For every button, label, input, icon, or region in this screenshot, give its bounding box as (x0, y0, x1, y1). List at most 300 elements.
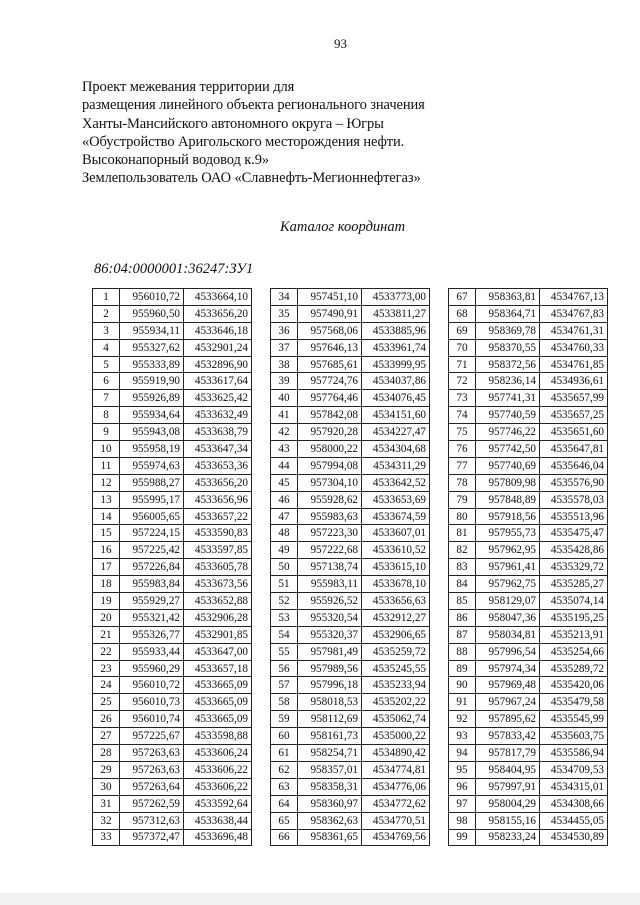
table-row (271, 474, 430, 491)
coordinate-y: 4535513,96 (540, 508, 608, 525)
coordinate-x: 958358,31 (298, 778, 362, 795)
coordinate-y: 4535245,55 (362, 660, 430, 677)
coordinate-x: 957967,24 (476, 694, 540, 711)
coordinate-y: 4533674,59 (362, 508, 430, 525)
coordinate-y: 4535285,27 (540, 576, 608, 593)
coordinate-y: 4533598,88 (184, 728, 252, 745)
point-number: 4 (93, 339, 120, 356)
catalog-title: Каталог координат (280, 219, 406, 235)
table-row (271, 593, 430, 610)
table-row (271, 356, 430, 373)
table-row (449, 812, 608, 829)
table-row (93, 643, 252, 660)
table-row (271, 694, 430, 711)
title-line: размещения линейного объекта регионального значения (82, 97, 425, 114)
table-row (271, 339, 430, 356)
coordinate-x: 956005,65 (120, 508, 184, 525)
coordinate-y: 4535233,94 (362, 677, 430, 694)
coordinate-x: 958254,71 (298, 745, 362, 762)
coordinate-x: 958004,29 (476, 795, 540, 812)
point-number: 37 (271, 339, 298, 356)
point-number: 72 (449, 373, 476, 390)
table-row (93, 407, 252, 424)
point-number: 74 (449, 407, 476, 424)
coordinate-y: 4535576,90 (540, 474, 608, 491)
table-row (93, 457, 252, 474)
table-row (93, 356, 252, 373)
point-number: 17 (93, 559, 120, 576)
point-number: 99 (449, 829, 476, 846)
coordinate-y: 4535475,47 (540, 525, 608, 542)
coordinate-y: 4535202,22 (362, 694, 430, 711)
coordinate-y: 4535586,94 (540, 745, 608, 762)
coordinate-y: 4533647,00 (184, 643, 252, 660)
coordinate-y: 4535420,06 (540, 677, 608, 694)
coordinate-y: 4535329,72 (540, 559, 608, 576)
point-number: 81 (449, 525, 476, 542)
table-row (93, 305, 252, 322)
coordinate-y: 4533665,09 (184, 677, 252, 694)
table-row (93, 677, 252, 694)
point-number: 51 (271, 576, 298, 593)
point-number: 29 (93, 761, 120, 778)
coordinate-y: 4533606,22 (184, 761, 252, 778)
coordinate-x: 955933,44 (120, 643, 184, 660)
coordinate-y: 4532896,90 (184, 356, 252, 373)
table-row (93, 795, 252, 812)
coordinate-y: 4534709,53 (540, 761, 608, 778)
table-row (271, 508, 430, 525)
coordinate-x: 957226,84 (120, 559, 184, 576)
point-number: 27 (93, 728, 120, 745)
table-row (449, 525, 608, 542)
table-row (93, 660, 252, 677)
table-row (449, 559, 608, 576)
coordinate-x: 955983,11 (298, 576, 362, 593)
point-number: 90 (449, 677, 476, 694)
coordinate-x: 955320,54 (298, 609, 362, 626)
table-row (271, 525, 430, 542)
coordinate-y: 4533605,78 (184, 559, 252, 576)
table-row (271, 322, 430, 339)
coordinate-y: 4533653,69 (362, 491, 430, 508)
coordinate-y: 4534772,62 (362, 795, 430, 812)
table-row (449, 424, 608, 441)
point-number: 1 (93, 289, 120, 306)
coordinate-x: 955926,52 (298, 593, 362, 610)
title-line: Проект межевания территории для (82, 79, 295, 95)
coordinate-y: 4533617,64 (184, 373, 252, 390)
table-row (449, 745, 608, 762)
table-row (93, 609, 252, 626)
coordinate-y: 4533606,24 (184, 745, 252, 762)
coordinates-table-1 (92, 288, 252, 846)
coordinate-y: 4533646,18 (184, 322, 252, 339)
table-row (93, 576, 252, 593)
table-row (449, 508, 608, 525)
coordinate-x: 955960,29 (120, 660, 184, 677)
table-row (271, 761, 430, 778)
table-row (449, 711, 608, 728)
point-number: 93 (449, 728, 476, 745)
coordinate-y: 4535000,22 (362, 728, 430, 745)
coordinate-x: 957304,10 (298, 474, 362, 491)
coordinate-y: 4534151,60 (362, 407, 430, 424)
coordinate-x: 958362,63 (298, 812, 362, 829)
coordinates-table-3 (448, 288, 608, 846)
coordinate-x: 958364,71 (476, 305, 540, 322)
coordinate-x: 958361,65 (298, 829, 362, 846)
coordinate-x: 957895,62 (476, 711, 540, 728)
coordinate-y: 4535578,03 (540, 491, 608, 508)
page-number: 93 (334, 36, 347, 51)
point-number: 97 (449, 795, 476, 812)
coordinate-y: 4534315,01 (540, 778, 608, 795)
table-row (93, 829, 252, 846)
coordinate-y: 4533615,10 (362, 559, 430, 576)
coordinate-y: 4534304,68 (362, 441, 430, 458)
coordinate-y: 4533642,52 (362, 474, 430, 491)
coordinate-y: 4532912,27 (362, 609, 430, 626)
coordinate-x: 957962,95 (476, 542, 540, 559)
coordinate-y: 4535479,58 (540, 694, 608, 711)
table-row (271, 677, 430, 694)
coordinate-y: 4533607,01 (362, 525, 430, 542)
table-row (271, 407, 430, 424)
coordinate-x: 957848,89 (476, 491, 540, 508)
point-number: 43 (271, 441, 298, 458)
coordinate-y: 4535603,75 (540, 728, 608, 745)
point-number: 5 (93, 356, 120, 373)
coordinate-y: 4534760,33 (540, 339, 608, 356)
point-number: 12 (93, 474, 120, 491)
coordinate-y: 4535657,25 (540, 407, 608, 424)
point-number: 47 (271, 508, 298, 525)
coordinate-x: 958018,53 (298, 694, 362, 711)
coordinate-x: 957817,79 (476, 745, 540, 762)
table-row (271, 441, 430, 458)
coordinate-x: 957741,31 (476, 390, 540, 407)
table-row (449, 441, 608, 458)
coordinate-y: 4533597,85 (184, 542, 252, 559)
point-number: 25 (93, 694, 120, 711)
coordinate-y: 4534769,56 (362, 829, 430, 846)
point-number: 7 (93, 390, 120, 407)
coordinate-x: 958000,22 (298, 441, 362, 458)
coordinate-y: 4534770,51 (362, 812, 430, 829)
coordinate-x: 955934,11 (120, 322, 184, 339)
table-row (449, 761, 608, 778)
coordinate-y: 4533678,10 (362, 576, 430, 593)
coordinate-y: 4533647,34 (184, 441, 252, 458)
table-row (93, 441, 252, 458)
coordinate-y: 4533656,96 (184, 491, 252, 508)
coordinate-y: 4535254,66 (540, 643, 608, 660)
coordinate-x: 955919,90 (120, 373, 184, 390)
coordinate-y: 4533664,10 (184, 289, 252, 306)
coordinate-x: 955934,64 (120, 407, 184, 424)
table-row (93, 322, 252, 339)
coordinate-x: 955988,27 (120, 474, 184, 491)
table-row (449, 778, 608, 795)
table-row (271, 390, 430, 407)
coordinate-x: 957989,56 (298, 660, 362, 677)
point-number: 19 (93, 593, 120, 610)
table-row (449, 593, 608, 610)
coordinate-y: 4533610,52 (362, 542, 430, 559)
coordinate-x: 956010,72 (120, 677, 184, 694)
coordinate-x: 958155,16 (476, 812, 540, 829)
table-row (449, 660, 608, 677)
coordinate-x: 957568,06 (298, 322, 362, 339)
coordinate-x: 957981,49 (298, 643, 362, 660)
coordinate-y: 4533773,00 (362, 289, 430, 306)
coordinate-x: 955960,50 (120, 305, 184, 322)
point-number: 42 (271, 424, 298, 441)
coordinate-y: 4534530,89 (540, 829, 608, 846)
point-number: 8 (93, 407, 120, 424)
point-number: 24 (93, 677, 120, 694)
coordinate-x: 957222,68 (298, 542, 362, 559)
coordinate-x: 957263,63 (120, 761, 184, 778)
point-number: 13 (93, 491, 120, 508)
title-line: Ханты-Мансийского автономного округа – Югры (82, 115, 384, 132)
point-number: 66 (271, 829, 298, 846)
point-number: 60 (271, 728, 298, 745)
table-row (449, 289, 608, 306)
point-number: 92 (449, 711, 476, 728)
point-number: 85 (449, 593, 476, 610)
coordinate-y: 4533638,44 (184, 812, 252, 829)
table-row (93, 339, 252, 356)
table-row (93, 812, 252, 829)
point-number: 96 (449, 778, 476, 795)
scan-edge (0, 893, 640, 905)
coordinate-x: 955943,08 (120, 424, 184, 441)
table-row (271, 305, 430, 322)
coordinate-y: 4535062,74 (362, 711, 430, 728)
coordinate-x: 957263,64 (120, 778, 184, 795)
point-number: 54 (271, 626, 298, 643)
table-row (449, 390, 608, 407)
table-row (271, 609, 430, 626)
coordinate-y: 4534890,42 (362, 745, 430, 762)
point-number: 75 (449, 424, 476, 441)
coordinate-y: 4533811,27 (362, 305, 430, 322)
coordinate-y: 4535213,91 (540, 626, 608, 643)
table-row (93, 542, 252, 559)
coordinate-x: 957138,74 (298, 559, 362, 576)
coordinate-y: 4534308,66 (540, 795, 608, 812)
coordinate-y: 4532906,28 (184, 609, 252, 626)
coordinate-x: 957996,18 (298, 677, 362, 694)
coordinate-y: 4533656,20 (184, 474, 252, 491)
coordinate-y: 4533625,42 (184, 390, 252, 407)
coordinate-x: 957223,30 (298, 525, 362, 542)
cadastral-number: 86:04:0000001:36247:ЗУ1 (94, 261, 254, 277)
point-number: 87 (449, 626, 476, 643)
table-row (449, 626, 608, 643)
table-row (93, 289, 252, 306)
point-number: 79 (449, 491, 476, 508)
point-number: 62 (271, 761, 298, 778)
point-number: 98 (449, 812, 476, 829)
coordinate-x: 957746,22 (476, 424, 540, 441)
point-number: 34 (271, 289, 298, 306)
coordinate-y: 4533961,74 (362, 339, 430, 356)
table-row (93, 508, 252, 525)
coordinate-x: 957740,59 (476, 407, 540, 424)
coordinate-y: 4533638,79 (184, 424, 252, 441)
coordinate-y: 4535074,14 (540, 593, 608, 610)
coordinate-y: 4535651,60 (540, 424, 608, 441)
point-number: 11 (93, 457, 120, 474)
table-row (271, 829, 430, 846)
coordinate-x: 957955,73 (476, 525, 540, 542)
table-row (93, 593, 252, 610)
coordinate-x: 955321,42 (120, 609, 184, 626)
coordinate-y: 4533999,95 (362, 356, 430, 373)
point-number: 44 (271, 457, 298, 474)
coordinate-y: 4533590,83 (184, 525, 252, 542)
table-row (93, 491, 252, 508)
coordinate-y: 4534076,45 (362, 390, 430, 407)
point-number: 2 (93, 305, 120, 322)
document-title (82, 78, 425, 188)
point-number: 9 (93, 424, 120, 441)
point-number: 40 (271, 390, 298, 407)
coordinate-x: 958370,55 (476, 339, 540, 356)
coordinate-y: 4533656,20 (184, 305, 252, 322)
coordinate-x: 957994,08 (298, 457, 362, 474)
coordinate-x: 957996,54 (476, 643, 540, 660)
coordinate-y: 4534761,31 (540, 322, 608, 339)
table-row (449, 339, 608, 356)
table-row (93, 525, 252, 542)
table-row (93, 711, 252, 728)
table-row (93, 390, 252, 407)
point-number: 26 (93, 711, 120, 728)
coordinate-x: 958112,69 (298, 711, 362, 728)
point-number: 14 (93, 508, 120, 525)
table-row (93, 694, 252, 711)
coordinate-x: 957372,47 (120, 829, 184, 846)
table-row (271, 660, 430, 677)
coordinate-x: 958233,24 (476, 829, 540, 846)
point-number: 41 (271, 407, 298, 424)
point-number: 77 (449, 457, 476, 474)
coordinate-y: 4534776,06 (362, 778, 430, 795)
table-row (271, 373, 430, 390)
coordinate-x: 955333,89 (120, 356, 184, 373)
title-line: «Обустройство Аригольского месторождения нефти. (82, 133, 405, 150)
point-number: 39 (271, 373, 298, 390)
coordinate-y: 4533656,63 (362, 593, 430, 610)
coordinate-x: 955926,89 (120, 390, 184, 407)
table-row (449, 609, 608, 626)
point-number: 45 (271, 474, 298, 491)
coordinates-table-2 (270, 288, 430, 846)
point-number: 57 (271, 677, 298, 694)
coordinate-x: 957685,61 (298, 356, 362, 373)
coordinate-y: 4533673,56 (184, 576, 252, 593)
coordinate-y: 4534761,85 (540, 356, 608, 373)
point-number: 16 (93, 542, 120, 559)
coordinate-x: 957764,46 (298, 390, 362, 407)
table-row (93, 424, 252, 441)
coordinate-x: 957918,56 (476, 508, 540, 525)
coordinate-x: 955320,37 (298, 626, 362, 643)
coordinate-x: 956010,72 (120, 289, 184, 306)
coordinate-x: 958363,81 (476, 289, 540, 306)
coordinate-x: 958360,97 (298, 795, 362, 812)
coordinate-x: 955327,62 (120, 339, 184, 356)
table-row (449, 491, 608, 508)
point-number: 15 (93, 525, 120, 542)
coordinate-y: 4535195,25 (540, 609, 608, 626)
point-number: 53 (271, 609, 298, 626)
coordinate-x: 957490,91 (298, 305, 362, 322)
point-number: 91 (449, 694, 476, 711)
coordinate-y: 4533665,09 (184, 694, 252, 711)
table-row (449, 728, 608, 745)
table-row (449, 356, 608, 373)
table-row (449, 829, 608, 846)
coordinate-y: 4532906,65 (362, 626, 430, 643)
point-number: 94 (449, 745, 476, 762)
coordinate-y: 4534936,61 (540, 373, 608, 390)
coordinate-x: 957262,59 (120, 795, 184, 812)
coordinate-x: 957451,10 (298, 289, 362, 306)
table-row (271, 424, 430, 441)
coordinate-y: 4533652,88 (184, 593, 252, 610)
coordinate-y: 4533657,18 (184, 660, 252, 677)
table-row (271, 643, 430, 660)
table-row (449, 795, 608, 812)
table-row (271, 457, 430, 474)
point-number: 38 (271, 356, 298, 373)
point-number: 83 (449, 559, 476, 576)
table-row (449, 643, 608, 660)
table-row (271, 778, 430, 795)
point-number: 67 (449, 289, 476, 306)
title-line: Землепользователь ОАО «Славнефть-Мегионнефтегаз» (82, 170, 421, 187)
coordinate-y: 4533885,96 (362, 322, 430, 339)
coordinate-x: 957920,28 (298, 424, 362, 441)
coordinate-x: 957809,98 (476, 474, 540, 491)
coordinate-x: 955929,27 (120, 593, 184, 610)
table-row (271, 711, 430, 728)
table-row (449, 694, 608, 711)
coordinate-y: 4534037,86 (362, 373, 430, 390)
coordinate-x: 957646,13 (298, 339, 362, 356)
table-row (271, 559, 430, 576)
title-line: Высоконапорный водовод к.9» (82, 152, 270, 169)
coordinate-y: 4534455,05 (540, 812, 608, 829)
table-row (449, 677, 608, 694)
coordinate-x: 955974,63 (120, 457, 184, 474)
point-number: 28 (93, 745, 120, 762)
table-row (271, 795, 430, 812)
table-row (449, 407, 608, 424)
table-row (449, 373, 608, 390)
table-row (449, 576, 608, 593)
point-number: 70 (449, 339, 476, 356)
coordinate-y: 4535657,99 (540, 390, 608, 407)
point-number: 88 (449, 643, 476, 660)
coordinate-x: 958034,81 (476, 626, 540, 643)
coordinate-x: 958047,36 (476, 609, 540, 626)
